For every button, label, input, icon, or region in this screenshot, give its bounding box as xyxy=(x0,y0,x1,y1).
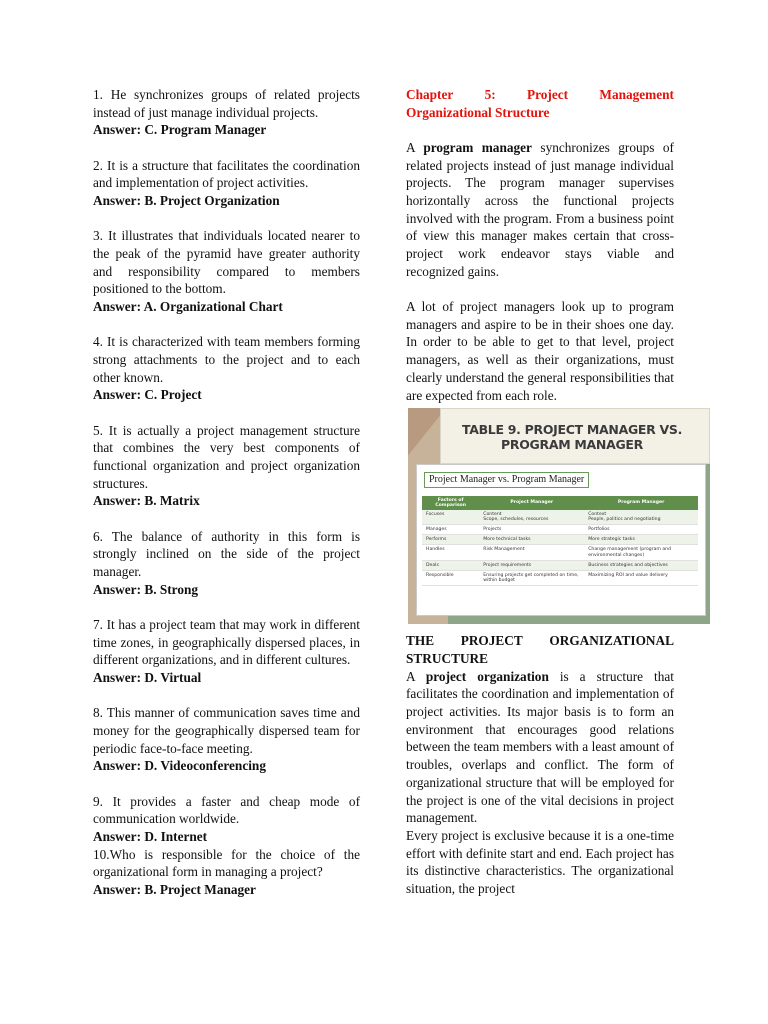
question-text: 9. It provides a faster and cheap mode of communication worldwide. xyxy=(93,793,360,827)
question-3 xyxy=(93,227,360,316)
table-cell: More strategic tasks xyxy=(584,535,698,545)
chapter-word: Chapter xyxy=(406,87,454,102)
section-word: THE xyxy=(406,633,435,649)
comparison-table xyxy=(422,496,698,586)
content-column xyxy=(406,86,683,898)
answer-text: Answer: B. Strong xyxy=(93,581,199,597)
chapter-heading-line2: Organizational Structure xyxy=(406,104,550,120)
question-7 xyxy=(93,616,360,687)
question-5 xyxy=(93,422,360,511)
table-row xyxy=(422,525,698,535)
question-6 xyxy=(93,528,360,599)
table-cell: Risk Management xyxy=(479,545,584,560)
chapter-number: 5: xyxy=(484,87,496,102)
aspiration-paragraph: A lot of project managers look up to program managers and aspire to be in their shoes one day. In order to be able to get to that level, project managers, as well as their organizations, must clearly understand the general responsibilities that are expected from each role. xyxy=(406,299,674,403)
term-program-manager: program manager xyxy=(423,139,532,155)
table-cell: Responsible xyxy=(422,571,479,586)
answer-text: Answer: C. Program Manager xyxy=(93,122,267,138)
question-text: 10.Who is responsible for the choice of the organizational form in managing a project? xyxy=(93,846,360,880)
table-row xyxy=(422,545,698,560)
questions-column xyxy=(93,86,360,899)
table-cell: Change management (program and environmental changes) xyxy=(584,545,698,560)
answer-text: Answer: B. Matrix xyxy=(93,493,200,509)
table-cell: Projects xyxy=(479,525,584,535)
question-1 xyxy=(93,86,360,139)
question-8 xyxy=(93,704,360,775)
table-cell: Maximizing ROI and value delivery xyxy=(584,571,698,586)
table-cell: More technical tasks xyxy=(479,535,584,545)
table-caption: Project Manager vs. Program Manager xyxy=(424,472,589,488)
program-manager-paragraph xyxy=(406,139,674,281)
exclusive-project-paragraph: Every project is exclusive because it is a one-time effort with definite start and end. Each project has its distinctive characteristics. The organizational situation, the project xyxy=(406,827,674,897)
section-heading xyxy=(406,632,674,667)
table-header: Project Manager xyxy=(479,496,584,509)
table-header: Program Manager xyxy=(584,496,698,509)
table-cell: Focuses xyxy=(422,510,479,525)
table-cell: Portfolios xyxy=(584,525,698,535)
chapter-heading xyxy=(406,86,674,121)
table-header: Factors of Comparison xyxy=(422,496,479,509)
question-text: 2. It is a structure that facilitates the coordination and implementation of project activities. xyxy=(93,157,360,191)
question-9 xyxy=(93,793,360,846)
table-cell: Handles xyxy=(422,545,479,560)
table-9-image xyxy=(408,408,710,624)
answer-text: Answer: B. Project Organization xyxy=(93,193,280,209)
question-text: 6. The balance of authority in this form is strongly inclined on the side of the project manager. xyxy=(93,528,360,579)
answer-text: Answer: D. Virtual xyxy=(93,669,202,685)
answer-text: Answer: B. Project Manager xyxy=(93,882,256,898)
question-10 xyxy=(93,846,360,899)
table-cell: Deals xyxy=(422,560,479,570)
table-cell: Context People, politics and negotiating xyxy=(584,510,698,525)
question-2 xyxy=(93,157,360,210)
section-word: PROJECT xyxy=(460,633,523,649)
para-lead: A xyxy=(406,668,426,684)
chapter-word: Management xyxy=(599,87,674,102)
chapter-word: Project xyxy=(526,87,569,102)
table-row xyxy=(422,535,698,545)
table-cell: Business strategies and objectives xyxy=(584,560,698,570)
table-row xyxy=(422,560,698,570)
table-cell: Content Scope, schedules, resources xyxy=(479,510,584,525)
question-text: 3. It illustrates that individuals located nearer to the peak of the pyramid have greater authority and responsibility compared to members positioned to the bottom. xyxy=(93,228,360,297)
table-cell: Performs xyxy=(422,535,479,545)
table-cell: Ensuring projects get completed on time, within budget xyxy=(479,571,584,586)
question-text: 4. It is characterized with team members forming strong attachments to the project and to each other known. xyxy=(93,334,360,385)
answer-text: Answer: D. Videoconferencing xyxy=(93,758,266,774)
question-text: 7. It has a project team that may work in different time zones, in geographically dispersed places, in different organizations, and in different cultures. xyxy=(93,616,360,668)
question-text: 8. This manner of communication saves time and money for the geographically dispersed team for periodic face-to-face meeting. xyxy=(93,705,360,756)
question-text: 5. It is actually a project management structure that combines the very best components of functional organization and project organization structures. xyxy=(93,422,360,491)
answer-text: Answer: C. Project xyxy=(93,387,202,403)
section-word: ORGANIZATIONAL xyxy=(549,633,674,649)
table-header-row xyxy=(422,496,698,509)
table-row xyxy=(422,510,698,525)
para-rest: is a structure that facilitates the coordination and implementation of project activities. Its major basis is to form an environment that encourages good relations between the team members with a least amount of troubles, overlaps and conflict. The form of organizational structure that will be employed for the project is one of the vital decisions in project management. xyxy=(406,668,675,826)
question-text: 1. He synchronizes groups of related projects instead of just manage individual projects. xyxy=(93,87,360,120)
answer-text: Answer: D. Internet xyxy=(93,828,208,844)
para-lead: A xyxy=(406,139,424,155)
section-heading-line2: STRUCTURE xyxy=(406,650,489,666)
para-rest: synchronizes groups of related projects instead of just manage individual projects. The program manager supervises horizontally across the functional projects involved with the program. From a business point of view this manager makes certain that cross- project work endeavor stays viable and recognized gains. xyxy=(406,139,674,279)
table-title: TABLE 9. PROJECT MANAGER VS. PROGRAM MANAGER xyxy=(461,422,683,453)
table-row xyxy=(422,571,698,586)
project-organization-paragraph xyxy=(406,668,674,827)
question-4 xyxy=(93,333,360,404)
answer-text: Answer: A. Organizational Chart xyxy=(93,299,283,315)
table-cell: Manages xyxy=(422,525,479,535)
term-project-organization: project organization xyxy=(425,668,549,684)
table-cell: Project requirements xyxy=(479,560,584,570)
